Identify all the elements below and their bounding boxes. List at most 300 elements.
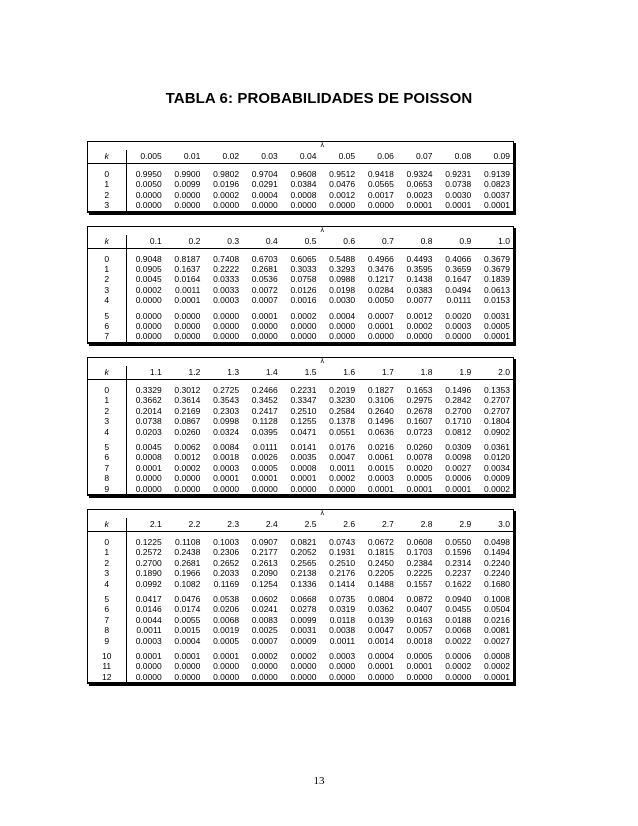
probability-value: 0.0001 bbox=[251, 473, 278, 484]
probability-value: 0.6065 bbox=[290, 253, 317, 264]
lambda-row-spacer bbox=[126, 142, 165, 150]
probability-value: 0.0002 bbox=[474, 484, 513, 495]
lambda-row-spacer bbox=[397, 510, 436, 518]
lambda-header: 0.7 bbox=[358, 235, 397, 249]
probability-value: 0.2314 bbox=[445, 557, 472, 568]
probability-value: 0.0008 bbox=[484, 651, 510, 661]
probability-value: 0.2565 bbox=[290, 557, 317, 568]
probability-value: 0.1414 bbox=[329, 578, 356, 589]
probability-value: 0.0216 bbox=[367, 441, 394, 452]
probability-value: 0.0823 bbox=[484, 179, 510, 190]
probability-value: 0.2090 bbox=[251, 568, 278, 579]
probability-value: 0.1804 bbox=[484, 416, 510, 427]
probability-value: 0.2205 bbox=[367, 568, 394, 579]
probability-value: 0.0005 bbox=[406, 651, 433, 661]
probability-value: 0.0188 bbox=[445, 614, 472, 625]
probability-value: 0.0940 bbox=[445, 593, 472, 604]
probability-value: 0.0872 bbox=[406, 593, 433, 604]
probability-value: 0.0000 bbox=[174, 321, 201, 332]
probability-value: 0.0206 bbox=[213, 604, 240, 615]
table-row bbox=[88, 395, 513, 405]
lambda-header: 1.1 bbox=[126, 366, 165, 380]
table-row bbox=[88, 416, 513, 426]
probability-value: 0.1438 bbox=[406, 274, 433, 285]
probability-value: 0.0333 bbox=[213, 274, 240, 285]
probability-value: 0.0176 bbox=[329, 441, 356, 452]
probability-value: 0.0384 bbox=[290, 179, 317, 190]
table-row bbox=[88, 594, 513, 604]
probability-value: 0.0057 bbox=[406, 625, 433, 636]
lambda-symbol: λ bbox=[320, 142, 324, 149]
lambda-row-spacer bbox=[474, 510, 513, 518]
probability-value: 0.0003 bbox=[126, 636, 165, 646]
k-value: 3 bbox=[88, 200, 126, 211]
probability-value: 0.1966 bbox=[174, 568, 201, 579]
probability-value: 0.0006 bbox=[445, 651, 472, 661]
lambda-header: 2.9 bbox=[436, 518, 475, 532]
probability-value: 0.0004 bbox=[367, 651, 394, 661]
probability-value: 0.0174 bbox=[174, 604, 201, 615]
probability-value: 0.0001 bbox=[397, 200, 436, 211]
probability-value: 0.9802 bbox=[213, 169, 240, 179]
probability-value: 0.0037 bbox=[484, 189, 510, 200]
lambda-row bbox=[88, 142, 513, 150]
probability-value: 0.0476 bbox=[174, 593, 201, 604]
probability-value: 0.0738 bbox=[126, 416, 165, 426]
probability-value: 0.0009 bbox=[290, 635, 317, 646]
probability-value: 0.0395 bbox=[251, 426, 278, 437]
table-row bbox=[88, 427, 513, 437]
k-value: 3 bbox=[104, 568, 110, 579]
lambda-header: 0.05 bbox=[319, 150, 358, 164]
probability-value: 0.2303 bbox=[213, 405, 240, 416]
header-row bbox=[88, 518, 513, 532]
k-value: 6 bbox=[104, 452, 110, 463]
k-value: 2 bbox=[104, 405, 110, 416]
probability-value: 0.0000 bbox=[213, 310, 240, 321]
probability-value: 0.0000 bbox=[203, 200, 242, 211]
table-row bbox=[88, 295, 513, 305]
probability-value: 0.0636 bbox=[367, 426, 394, 437]
lambda-header: 0.6 bbox=[319, 235, 358, 249]
lambda-row-spacer bbox=[203, 227, 242, 235]
probability-value: 0.2652 bbox=[213, 557, 240, 568]
probability-value: 0.0001 bbox=[436, 200, 475, 211]
probability-value: 0.2019 bbox=[329, 384, 356, 395]
probability-value: 0.0018 bbox=[213, 452, 240, 463]
header-row bbox=[88, 150, 513, 164]
probability-value: 0.0002 bbox=[174, 462, 201, 473]
probability-value: 0.0362 bbox=[367, 604, 394, 615]
probability-value: 0.0602 bbox=[251, 593, 278, 604]
probability-value: 0.0000 bbox=[319, 331, 358, 342]
probability-value: 0.0099 bbox=[174, 179, 201, 190]
probability-value: 0.1680 bbox=[484, 578, 510, 589]
probability-value: 0.3106 bbox=[367, 395, 394, 406]
probability-value: 0.4966 bbox=[367, 253, 394, 264]
probability-value: 0.0126 bbox=[290, 284, 317, 295]
probability-value: 0.0004 bbox=[251, 189, 278, 200]
probability-value: 0.0015 bbox=[174, 625, 201, 636]
probability-value: 0.0003 bbox=[367, 473, 394, 484]
probability-value: 0.0000 bbox=[242, 331, 281, 342]
k-value: 3 bbox=[104, 416, 110, 427]
probability-value: 0.6703 bbox=[251, 253, 278, 264]
poisson-table-grid bbox=[88, 358, 513, 495]
probability-value: 0.0002 bbox=[290, 310, 317, 321]
probability-value: 0.0000 bbox=[126, 200, 165, 211]
probability-value: 0.0216 bbox=[484, 614, 510, 625]
probability-value: 0.0000 bbox=[174, 310, 201, 321]
lambda-row-spacer bbox=[242, 510, 281, 518]
probability-value: 0.0000 bbox=[165, 484, 204, 495]
probability-value: 0.0000 bbox=[358, 200, 397, 211]
probability-value: 0.0011 bbox=[175, 284, 201, 295]
lambda-row-spacer bbox=[436, 142, 475, 150]
lambda-symbol: λ bbox=[320, 509, 324, 517]
k-value: 8 bbox=[104, 625, 110, 636]
lambda-row-spacer bbox=[203, 358, 242, 366]
probability-value: 0.1108 bbox=[175, 536, 201, 547]
probability-value: 0.0551 bbox=[329, 426, 356, 437]
probability-value: 0.0000 bbox=[126, 321, 165, 331]
probability-value: 0.2384 bbox=[406, 557, 433, 568]
lambda-row-spacer bbox=[474, 227, 513, 235]
lambda-header: 2.2 bbox=[165, 518, 204, 532]
lambda-header: 1.0 bbox=[474, 235, 513, 249]
lambda-row-spacer bbox=[242, 358, 281, 366]
lambda-header: 2.1 bbox=[126, 518, 165, 532]
probability-value: 0.0000 bbox=[174, 661, 201, 672]
probability-value: 0.0001 bbox=[474, 331, 513, 342]
lambda-row-spacer bbox=[126, 358, 165, 366]
probability-value: 0.0068 bbox=[213, 614, 240, 625]
k-value: 7 bbox=[104, 462, 110, 473]
probability-value: 0.2033 bbox=[213, 568, 240, 579]
probability-value: 0.0000 bbox=[126, 331, 165, 342]
lambda-row-spacer bbox=[88, 510, 126, 518]
lambda-row-spacer bbox=[165, 142, 204, 150]
k-value: 12 bbox=[88, 672, 126, 683]
probability-value: 0.0000 bbox=[281, 331, 320, 342]
lambda-header: 0.08 bbox=[436, 150, 475, 164]
probability-value: 0.2417 bbox=[251, 405, 278, 416]
probability-value: 0.3293 bbox=[329, 264, 356, 275]
table-row bbox=[88, 547, 513, 557]
probability-value: 0.2014 bbox=[126, 406, 165, 416]
probability-value: 0.2466 bbox=[251, 384, 278, 395]
probability-value: 0.2584 bbox=[329, 405, 356, 416]
table-row bbox=[88, 200, 513, 211]
lambda-header: 1.3 bbox=[203, 366, 242, 380]
lambda-header: 0.4 bbox=[242, 235, 281, 249]
probability-value: 0.0494 bbox=[445, 284, 472, 295]
table-row bbox=[88, 442, 513, 452]
lambda-row-spacer bbox=[281, 142, 320, 150]
probability-value: 0.0002 bbox=[406, 321, 433, 332]
probability-value: 0.0001 bbox=[290, 473, 317, 484]
probability-value: 0.0738 bbox=[445, 179, 472, 190]
table-row bbox=[88, 558, 513, 568]
probability-value: 0.0005 bbox=[251, 462, 278, 473]
k-value: 7 bbox=[104, 614, 110, 625]
probability-value: 0.0000 bbox=[319, 200, 358, 211]
probability-value: 0.0081 bbox=[484, 625, 510, 636]
lambda-row-spacer bbox=[165, 227, 204, 235]
k-value: 8 bbox=[104, 473, 110, 484]
probability-value: 0.0668 bbox=[290, 593, 317, 604]
probability-value: 0.0084 bbox=[213, 441, 240, 452]
probability-value: 0.2176 bbox=[329, 568, 356, 579]
probability-value: 0.2222 bbox=[213, 264, 240, 275]
probability-value: 0.1703 bbox=[406, 547, 433, 558]
probability-value: 0.0027 bbox=[445, 462, 472, 473]
lambda-row-spacer bbox=[436, 227, 475, 235]
probability-value: 0.2052 bbox=[290, 547, 317, 558]
probability-value: 0.0907 bbox=[251, 536, 278, 547]
table-row bbox=[88, 625, 513, 635]
probability-value: 0.0031 bbox=[484, 310, 510, 321]
lambda-row-spacer bbox=[242, 227, 281, 235]
probability-value: 0.0026 bbox=[251, 452, 278, 463]
probability-value: 0.2240 bbox=[484, 557, 510, 568]
probability-value: 0.0001 bbox=[406, 661, 433, 672]
probability-value: 0.0203 bbox=[126, 427, 165, 437]
probability-value: 0.0471 bbox=[290, 426, 317, 437]
table-row bbox=[88, 484, 513, 495]
lambda-row-spacer bbox=[436, 358, 475, 366]
probability-value: 0.0735 bbox=[329, 593, 356, 604]
probability-value: 0.1890 bbox=[126, 568, 165, 578]
probability-value: 0.0146 bbox=[126, 604, 165, 614]
probability-value: 0.2613 bbox=[251, 557, 278, 568]
lambda-header: 1.6 bbox=[319, 366, 358, 380]
probability-value: 0.0672 bbox=[367, 536, 394, 547]
probability-value: 0.1378 bbox=[329, 416, 356, 427]
k-value: 1 bbox=[104, 395, 110, 406]
probability-value: 0.1496 bbox=[445, 384, 472, 395]
probability-value: 0.0001 bbox=[367, 321, 394, 332]
probability-value: 0.2640 bbox=[367, 405, 394, 416]
table-row bbox=[88, 274, 513, 284]
lambda-row-spacer bbox=[397, 142, 436, 150]
probability-value: 0.0000 bbox=[290, 661, 317, 672]
table-row bbox=[88, 473, 513, 483]
probability-value: 0.3662 bbox=[126, 395, 165, 405]
probability-value: 0.0804 bbox=[367, 593, 394, 604]
probability-value: 0.0000 bbox=[126, 473, 165, 483]
lambda-header: 1.4 bbox=[242, 366, 281, 380]
probability-value: 0.0723 bbox=[406, 426, 433, 437]
probability-value: 0.3033 bbox=[290, 264, 317, 275]
k-value: 4 bbox=[104, 578, 110, 589]
probability-value: 0.2707 bbox=[484, 405, 510, 416]
probability-value: 0.0139 bbox=[367, 614, 394, 625]
poisson-table-grid bbox=[88, 142, 513, 212]
k-value: 5 bbox=[104, 310, 110, 321]
probability-value: 0.1353 bbox=[484, 384, 510, 395]
probability-value: 0.0504 bbox=[484, 604, 510, 615]
probability-value: 0.0011 bbox=[126, 625, 165, 635]
probability-value: 0.3543 bbox=[213, 395, 240, 406]
probability-value: 0.9704 bbox=[251, 169, 278, 179]
probability-value: 0.0000 bbox=[281, 672, 320, 683]
probability-value: 0.0020 bbox=[445, 310, 472, 321]
probability-value: 0.0743 bbox=[329, 536, 356, 547]
probability-value: 0.0007 bbox=[251, 295, 278, 306]
lambda-row-spacer bbox=[397, 358, 436, 366]
table-row bbox=[88, 452, 513, 462]
probability-value: 0.3679 bbox=[484, 253, 510, 264]
probability-value: 0.0118 bbox=[329, 614, 356, 625]
probability-value: 0.0000 bbox=[165, 200, 204, 211]
probability-value: 0.1128 bbox=[252, 416, 278, 427]
poisson-table-grid bbox=[88, 510, 513, 683]
lambda-header: 0.02 bbox=[203, 150, 242, 164]
lambda-header: 2.0 bbox=[474, 366, 513, 380]
probability-value: 0.0998 bbox=[213, 416, 240, 427]
table-row bbox=[88, 463, 513, 473]
table-row bbox=[88, 661, 513, 671]
probability-value: 0.7408 bbox=[213, 253, 240, 264]
probability-value: 0.9418 bbox=[367, 169, 394, 179]
probability-value: 0.0608 bbox=[406, 536, 433, 547]
probability-value: 0.2707 bbox=[484, 395, 510, 406]
probability-value: 0.0001 bbox=[174, 651, 201, 661]
table-row bbox=[88, 179, 513, 189]
lambda-header: 0.005 bbox=[126, 150, 165, 164]
probability-value: 0.0550 bbox=[445, 536, 472, 547]
probability-value: 0.3329 bbox=[126, 385, 165, 395]
probability-value: 0.1839 bbox=[484, 274, 510, 285]
probability-value: 0.0034 bbox=[484, 462, 510, 473]
k-value: 9 bbox=[88, 484, 126, 495]
probability-value: 0.0000 bbox=[436, 331, 475, 342]
probability-value: 0.2438 bbox=[174, 547, 201, 558]
probability-value: 0.1488 bbox=[367, 578, 394, 589]
lambda-header: 0.2 bbox=[165, 235, 204, 249]
probability-value: 0.2306 bbox=[213, 547, 240, 558]
probability-value: 0.3659 bbox=[445, 264, 472, 275]
probability-value: 0.2138 bbox=[290, 568, 317, 579]
probability-value: 0.2510 bbox=[290, 405, 317, 416]
probability-value: 0.9324 bbox=[406, 169, 433, 179]
lambda-row-spacer bbox=[126, 510, 165, 518]
probability-value: 0.0000 bbox=[174, 473, 201, 484]
k-value: 6 bbox=[104, 321, 110, 332]
probability-value: 0.0000 bbox=[165, 672, 204, 683]
lambda-row-spacer bbox=[126, 227, 165, 235]
probability-value: 0.0055 bbox=[174, 614, 201, 625]
lambda-row-spacer bbox=[165, 358, 204, 366]
probability-value: 0.0047 bbox=[329, 452, 356, 463]
probability-value: 0.3012 bbox=[174, 384, 201, 395]
probability-value: 0.0002 bbox=[126, 285, 165, 295]
probability-value: 0.0033 bbox=[213, 284, 240, 295]
table-row bbox=[88, 190, 513, 200]
table-row bbox=[88, 321, 513, 331]
probability-value: 0.0536 bbox=[251, 274, 278, 285]
probability-value: 0.5488 bbox=[329, 253, 356, 264]
poisson-table-grid bbox=[88, 227, 513, 343]
lambda-row-spacer bbox=[88, 142, 126, 150]
table-row bbox=[88, 537, 513, 547]
probability-value: 0.0284 bbox=[367, 284, 394, 295]
probability-value: 0.0000 bbox=[358, 331, 397, 342]
probability-value: 0.0000 bbox=[358, 672, 397, 683]
probability-value: 0.0000 bbox=[203, 672, 242, 683]
lambda-row-spacer bbox=[88, 358, 126, 366]
probability-value: 0.0007 bbox=[367, 310, 394, 321]
lambda-row-spacer bbox=[436, 510, 475, 518]
table-row bbox=[88, 331, 513, 342]
probability-value: 0.1082 bbox=[174, 578, 201, 589]
probability-value: 0.0001 bbox=[397, 484, 436, 495]
probability-value: 0.2231 bbox=[290, 384, 317, 395]
k-value: 2 bbox=[104, 557, 110, 568]
k-header: k bbox=[88, 235, 126, 249]
lambda-header: 0.5 bbox=[281, 235, 320, 249]
lambda-row bbox=[88, 227, 513, 235]
probability-value: 0.0278 bbox=[290, 604, 317, 615]
lambda-header: 1.7 bbox=[358, 366, 397, 380]
probability-value: 0.0007 bbox=[251, 635, 278, 646]
lambda-header: 2.5 bbox=[281, 518, 320, 532]
probability-value: 0.0016 bbox=[290, 295, 317, 306]
k-value: 3 bbox=[104, 284, 110, 295]
probability-value: 0.0000 bbox=[251, 321, 278, 332]
probability-value: 0.0141 bbox=[290, 441, 317, 452]
probability-value: 0.0099 bbox=[290, 614, 317, 625]
probability-value: 0.2681 bbox=[174, 557, 201, 568]
page-number: 13 bbox=[313, 775, 325, 787]
probability-value: 0.0062 bbox=[174, 441, 201, 452]
probability-value: 0.0047 bbox=[367, 625, 394, 636]
lambda-header: 1.9 bbox=[436, 366, 475, 380]
probability-value: 0.0022 bbox=[445, 635, 472, 646]
probability-value: 0.0001 bbox=[174, 295, 201, 306]
probability-value: 0.2725 bbox=[213, 384, 240, 395]
probability-value: 0.0000 bbox=[126, 661, 165, 671]
probability-value: 0.0000 bbox=[126, 672, 165, 683]
probability-value: 0.0001 bbox=[213, 473, 240, 484]
probability-value: 0.0017 bbox=[367, 189, 394, 200]
probability-value: 0.0003 bbox=[445, 321, 472, 332]
probability-value: 0.0002 bbox=[213, 189, 240, 200]
lambda-header: 0.01 bbox=[165, 150, 204, 164]
probability-value: 0.0498 bbox=[484, 536, 510, 547]
probability-value: 0.1637 bbox=[174, 264, 201, 275]
probability-value: 0.0153 bbox=[484, 295, 510, 306]
probability-value: 0.1710 bbox=[445, 416, 472, 427]
probability-value: 0.0196 bbox=[213, 179, 240, 190]
lambda-row-spacer bbox=[242, 142, 281, 150]
probability-value: 0.1647 bbox=[445, 274, 472, 285]
probability-value: 0.1169 bbox=[213, 578, 240, 589]
probability-value: 0.0309 bbox=[445, 441, 472, 452]
probability-value: 0.9139 bbox=[484, 169, 510, 179]
lambda-header: 0.3 bbox=[203, 235, 242, 249]
probability-value: 0.0004 bbox=[174, 635, 201, 646]
lambda-row-spacer bbox=[281, 358, 320, 366]
probability-value: 0.0000 bbox=[174, 189, 201, 200]
k-value: 11 bbox=[102, 661, 112, 672]
probability-value: 0.0050 bbox=[126, 179, 165, 189]
lambda-header: 2.7 bbox=[358, 518, 397, 532]
probability-value: 0.0000 bbox=[329, 321, 356, 332]
table-row bbox=[88, 169, 513, 179]
probability-value: 0.0098 bbox=[445, 452, 472, 463]
